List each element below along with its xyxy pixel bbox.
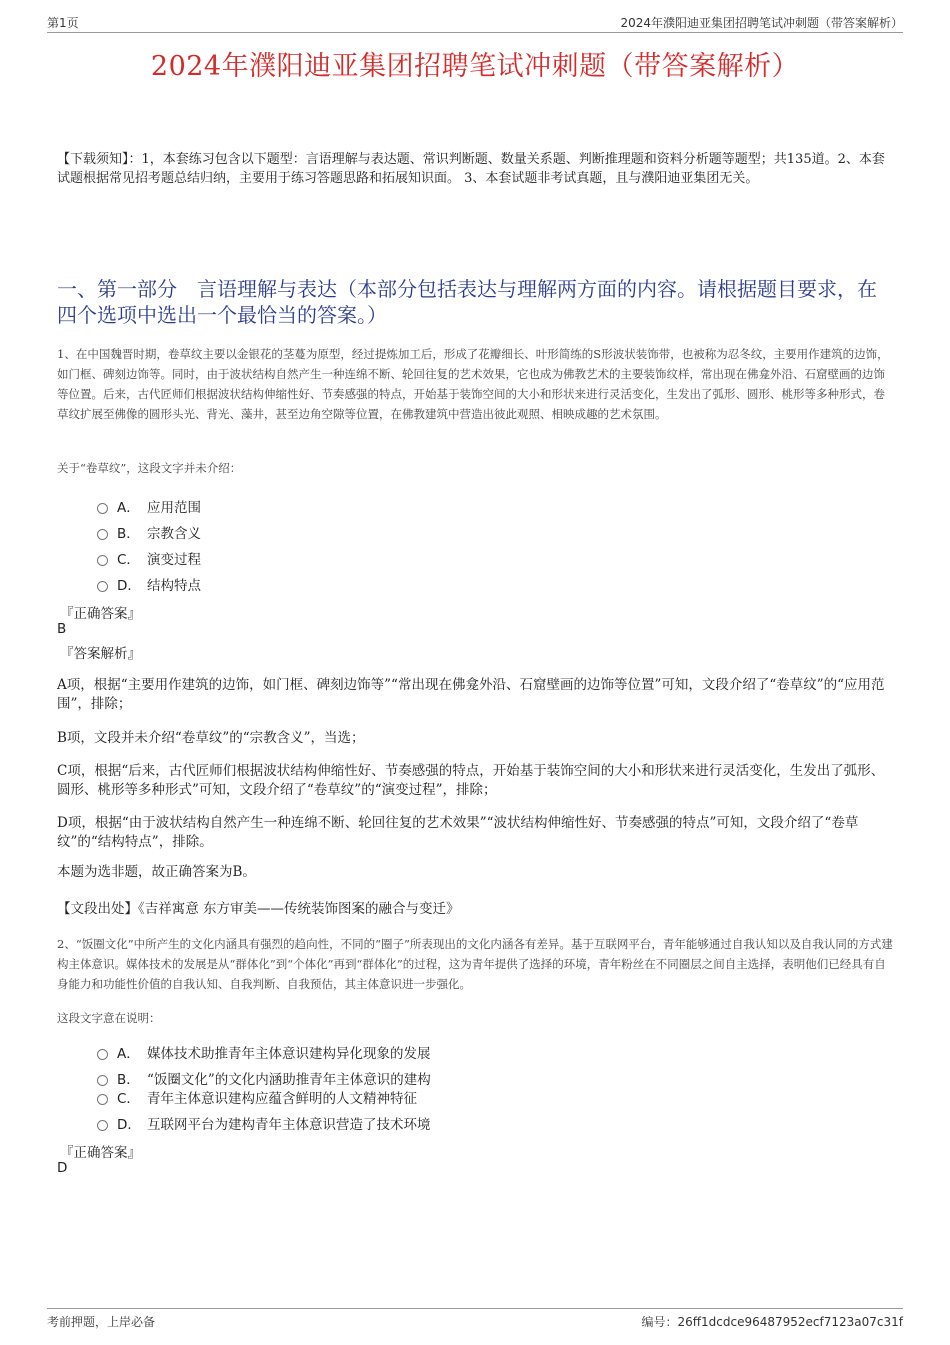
analysis-conclusion: 本题为选非题，故正确答案为B。 xyxy=(57,864,256,880)
question-2-option-d[interactable] xyxy=(97,1113,431,1133)
option-letter: D． xyxy=(117,1117,141,1133)
question-2-answer-label: 『正确答案』 xyxy=(60,1145,141,1161)
option-text: 演变过程 xyxy=(147,552,201,568)
option-text: 青年主体意识建构应蕴含鲜明的人文精神特征 xyxy=(147,1091,417,1107)
radio-icon[interactable] xyxy=(97,555,108,566)
radio-icon[interactable] xyxy=(97,1120,108,1131)
question-2-answer: D xyxy=(57,1160,68,1176)
question-2-passage: 2、“饭圈文化”中所产生的文化内涵具有强烈的趋向性，不同的“圈子”所表现出的文化内涵各有差异。基于互联网平台，青年能够通过自我认知以及自我认同的方式建构主体意识。媒体技术的发展是从“群体化”到“个体化”再到“群体化”的过程，这为青年提供了选择的环境，青年粉丝在不同圈层之间自主选择，表明他们已经具有自身能力和功能性价值的自我认知、自我判断、自我预估，其主体意识进一步强化。 xyxy=(57,937,893,991)
page-title: 2024年濮阳迪亚集团招聘笔试冲刺题（带答案解析） xyxy=(150,51,800,82)
question-1-analysis-label: 『答案解析』 xyxy=(60,646,141,662)
question-1-answer-label: 『正确答案』 xyxy=(60,606,141,622)
question-2-option-c[interactable] xyxy=(97,1087,417,1107)
header-doc-title: 2024年濮阳迪亚集团招聘笔试冲刺题（带答案解析） xyxy=(620,16,903,30)
question-2-option-a[interactable] xyxy=(97,1042,431,1062)
footer-slogan: 考前押题，上岸必备 xyxy=(47,1315,156,1329)
question-1-passage: 1、在中国魏晋时期，卷草纹主要以金银花的茎蔓为原型，经过提炼加工后，形成了花瓣细长、叶形简练的S形波状装饰带，也被称为忍冬纹，主要用作建筑的边饰，如门框、碑刻边饰等。同时，由于波状结构自然产生一种连绵不断、轮回往复的艺术效果，它也成为佛教艺术的主要装饰纹样，常出现在佛龛外沿、石窟壁画的边饰等位置。后来，古代匠师们根据波状结构伸缩性好、节奏感强的特点，开始基于装饰空间的大小和形状来进行灵活变化，生发出了弧形、圆形、桃形等多种形式，卷草纹扩展至佛像的圆形头光、背光、藻井，甚至边角空隙等位置，在佛教建筑中营造出彼此观照、相映成趣的艺术氛围。 xyxy=(57,347,889,421)
section-heading: 一、第一部分 言语理解与表达（本部分包括表达与理解两方面的内容。请根据题目要求，在四个选项中选出一个最恰当的答案。） xyxy=(57,277,877,327)
question-1-option-b[interactable] xyxy=(97,522,201,542)
document-code xyxy=(641,1313,903,1330)
footer-divider xyxy=(47,1308,903,1309)
radio-icon[interactable] xyxy=(97,1075,108,1086)
question-1-stem: 关于“卷草纹”，这段文字并未介绍： xyxy=(57,461,242,475)
header-divider xyxy=(47,32,903,33)
question-2-stem: 这段文字意在说明： xyxy=(57,1011,161,1025)
radio-icon[interactable] xyxy=(97,529,108,540)
question-1-option-c[interactable] xyxy=(97,548,201,568)
analysis-paragraph: A项，根据“主要用作建筑的边饰，如门框、碑刻边饰等”“常出现在佛龛外沿、石窟壁画的边饰等位置”可知，文段介绍了“卷草纹”的“应用范围”，排除； xyxy=(57,677,885,712)
option-text: “饭圈文化”的文化内涵助推青年主体意识的建构 xyxy=(147,1072,431,1088)
analysis-paragraph: B项，文段并未介绍“卷草纹”的“宗教含义”，当选； xyxy=(57,730,365,746)
code-label: 编号： xyxy=(641,1315,678,1329)
download-notice: 【下载须知】：1，本套练习包含以下题型：言语理解与表达题、常识判断题、数量关系题、判断推理题和资料分析题等题型；共135道。2、本套试题根据常见招考题总结归纳，主要用于练习答题思路和拓展知识面。 3、本套试题非考试真题，且与濮阳迪亚集团无关。 xyxy=(57,152,885,186)
radio-icon[interactable] xyxy=(97,1049,108,1060)
option-text: 宗教含义 xyxy=(147,526,201,542)
option-letter: B． xyxy=(117,1072,140,1088)
option-letter: C． xyxy=(117,1091,140,1107)
radio-icon[interactable] xyxy=(97,1094,108,1105)
code-value: 26ff1dcdce96487952ecf7123a07c31f xyxy=(677,1315,903,1329)
option-letter: A． xyxy=(117,1046,140,1062)
option-text: 互联网平台为建构青年主体意识营造了技术环境 xyxy=(147,1117,431,1133)
option-letter: A． xyxy=(117,500,140,516)
radio-icon[interactable] xyxy=(97,503,108,514)
analysis-paragraph: D项，根据“由于波状结构自然产生一种连绵不断、轮回往复的艺术效果”“波状结构伸缩性好、节奏感强的特点”可知，文段介绍了“卷草纹”的“结构特点”，排除。 xyxy=(57,815,859,850)
option-text: 结构特点 xyxy=(147,578,201,594)
option-text: 媒体技术助推青年主体意识建构异化现象的发展 xyxy=(147,1046,431,1062)
option-letter: C． xyxy=(117,552,140,568)
passage-source: 【文段出处】《吉祥寓意 东方审美——传统装饰图案的融合与变迁》 xyxy=(57,901,460,917)
option-letter: D． xyxy=(117,578,141,594)
option-text: 应用范围 xyxy=(147,500,201,516)
option-letter: B． xyxy=(117,526,140,542)
question-2-option-b[interactable] xyxy=(97,1068,431,1088)
radio-icon[interactable] xyxy=(97,581,108,592)
analysis-paragraph: C项，根据“后来，古代匠师们根据波状结构伸缩性好、节奏感强的特点，开始基于装饰空间的大小和形状来进行灵活变化，生发出了弧形、圆形、桃形等多种形式”可知，文段介绍了“卷草纹”的“演变过程”，排除； xyxy=(57,763,885,798)
page-number: 第1页 xyxy=(47,16,79,30)
question-1-answer: B xyxy=(57,621,67,637)
question-1-option-d[interactable] xyxy=(97,574,201,594)
question-1-option-a[interactable] xyxy=(97,496,201,516)
